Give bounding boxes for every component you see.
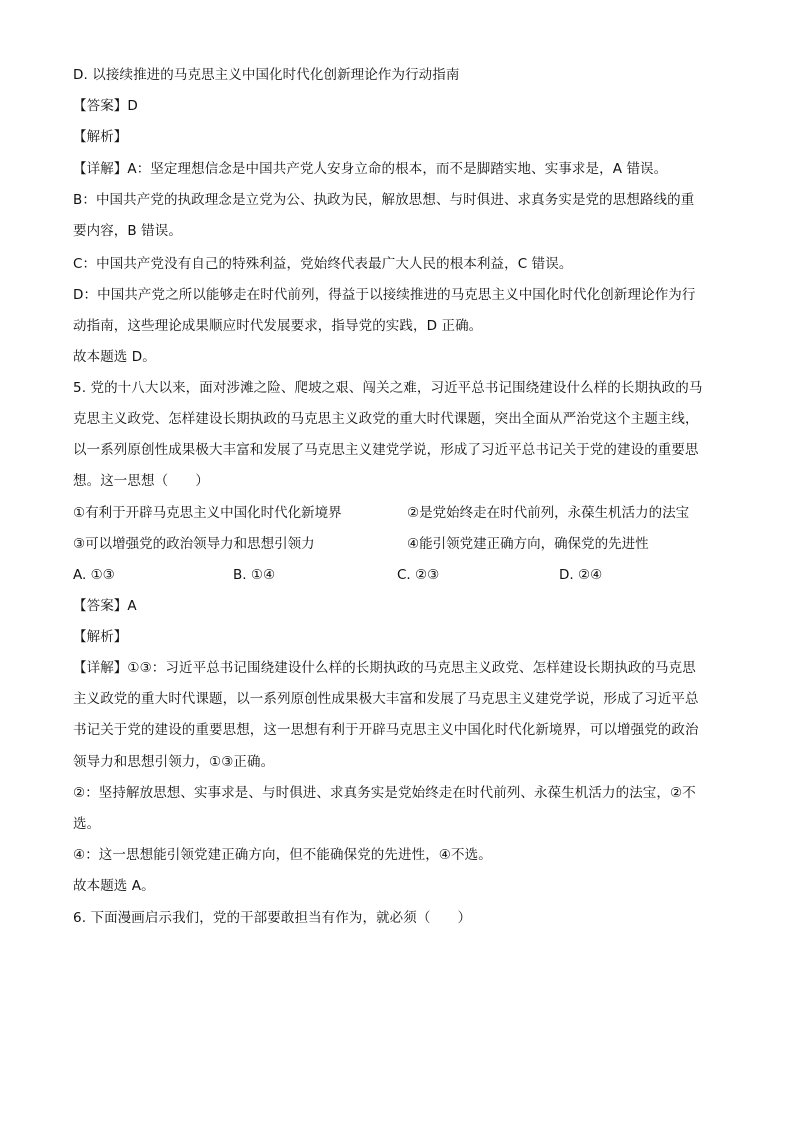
q5-analysis-heading: 【解析】: [73, 629, 128, 645]
q5-statement-1: ①有利于开辟马克思主义中国化时代化新境界: [73, 505, 342, 521]
q5-choice-b: B. ①④: [233, 567, 276, 583]
q5-statement-4: ④能引领党建正确方向，确保党的先进性: [407, 536, 649, 552]
q5-statement-3: ③可以增强党的政治领导力和思想引领力: [73, 536, 315, 552]
q4-analysis-heading: 【解析】: [73, 129, 128, 145]
q5-choice-a: A. ①③: [73, 567, 115, 583]
q5-answer: 【答案】A: [73, 598, 137, 614]
q5-choice-d: D. ②④: [559, 567, 603, 583]
q5-detail-13-line1: 【详解】①③：习近平总书记围绕建设什么样的长期执政的马克思主义政党、怎样建设长期执政的马克思: [73, 660, 696, 676]
q5-detail-13-line4: 领导力和思想引领力，①③正确。: [73, 754, 275, 770]
q5-stem-line4: 想。这一思想（ ）: [73, 473, 209, 489]
q4-detail-d-line2: 动指南，这些理论成果顺应时代发展要求，指导党的实践，D 正确。: [73, 318, 483, 334]
q5-conclusion: 故本题选 A。: [73, 878, 155, 894]
q4-detail-d-line1: D：中国共产党之所以能够走在时代前列，得益于以接续推进的马克思主义中国化时代化创新理论作为行: [73, 287, 696, 303]
q5-detail-13-line3: 书记关于党的建设的重要思想，这一思想有利于开辟马克思主义中国化时代化新境界，可以增强党的政治: [73, 722, 699, 738]
q5-detail-13-line2: 主义政党的重大时代课题，以一系列原创性成果极大丰富和发展了马克思主义建党学说，形成了习近平总: [73, 691, 699, 707]
q4-detail-c: C：中国共产党没有自己的特殊利益，党始终代表最广大人民的根本利益，C 错误。: [73, 256, 573, 272]
q5-detail-2-line2: 选。: [73, 816, 101, 832]
q6-stem: 6. 下面漫画启示我们，党的干部要敢担当有作为，就必须（ ）: [73, 910, 472, 926]
q5-choice-c: C. ②③: [397, 567, 440, 583]
q5-stem-line1: 5. 党的十八大以来，面对涉滩之险、爬坡之艰、闯关之难，习近平总书记围绕建设什么样的长期执政的马: [73, 380, 703, 396]
q4-detail-a: 【详解】A：坚定理想信念是中国共产党人安身立命的根本，而不是脚踏实地、实事求是，A 错误。: [73, 161, 668, 177]
q5-stem-line2: 克思主义政党、怎样建设长期执政的马克思主义政党的重大时代课题，突出全面从严治党这个主题主线，: [73, 411, 699, 427]
q4-conclusion: 故本题选 D。: [73, 349, 156, 365]
q5-stem-line3: 以一系列原创性成果极大丰富和发展了马克思主义建党学说，形成了习近平总书记关于党的建设的重要思: [73, 442, 699, 458]
q5-detail-4: ④：这一思想能引领党建正确方向，但不能确保党的先进性，④不选。: [73, 847, 492, 863]
q4-answer: 【答案】D: [73, 98, 138, 114]
q5-statement-2: ②是党始终走在时代前列，永葆生机活力的法宝: [407, 505, 690, 521]
q4-detail-b-line1: B：中国共产党的执政理念是立党为公、执政为民，解放思想、与时俱进、求真务实是党的思想路线的重: [73, 192, 695, 208]
q4-option-d: D. 以接续推进的马克思主义中国化时代化创新理论作为行动指南: [73, 67, 460, 83]
q5-detail-2-line1: ②：坚持解放思想、实事求是、与时俱进、求真务实是党始终走在时代前列、永葆生机活力的法宝，②不: [73, 785, 696, 801]
q4-detail-b-line2: 要内容，B 错误。: [73, 223, 182, 239]
